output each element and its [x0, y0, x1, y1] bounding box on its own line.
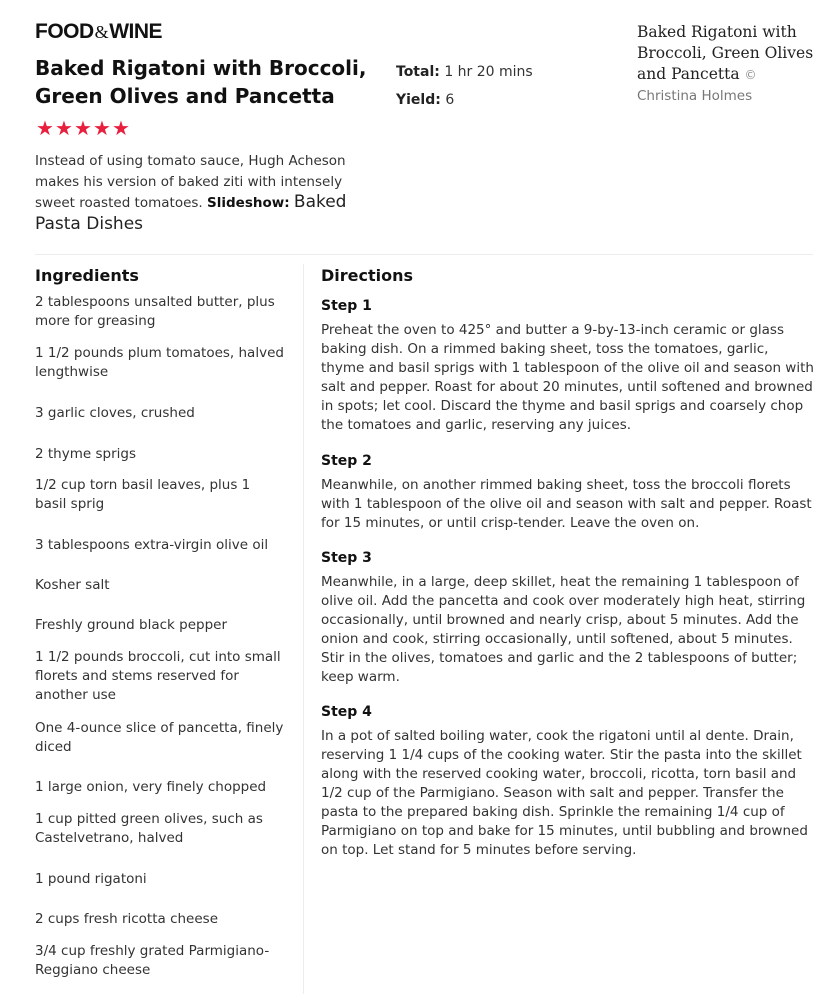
- recipe-meta: [396, 58, 533, 114]
- ingredient-item: Freshly ground black pepper: [35, 617, 228, 633]
- slideshow-label: Slideshow:: [207, 195, 290, 211]
- ingredient-item: Kosher salt: [35, 577, 110, 593]
- direction-step: [321, 548, 816, 687]
- yield-value: 6: [445, 92, 455, 108]
- step-label: Step 2: [321, 453, 372, 469]
- total-label: Total:: [396, 64, 440, 80]
- photo-caption: [637, 22, 827, 107]
- food-and-wine-logo[interactable]: [35, 20, 162, 44]
- ingredient-item: 2 tablespoons unsalted butter, plus more for greasing: [35, 294, 275, 329]
- star-icon: ★: [74, 116, 92, 140]
- step-text: In a pot of salted boiling water, cook the rigatoni until al dente. Drain, reserving 1 1/4 cups of the cooking water. Stir the pasta into the skillet along with the reserved cooking water, broccoli, ricotta, torn basil and 1/2 cup of the Parmigiano. Season with salt and pepper. Transfer the pasta to the prepared baking dish. Sprinkle the remaining 1/4 cup of Parmigiano on top and bake for 15 minutes, until bubbling and browned on top. Let stand for 5 minutes before serving.: [321, 728, 808, 858]
- star-rating: [36, 116, 131, 140]
- ingredient-item: 1 cup pitted green olives, such as Castelvetrano, halved: [35, 811, 263, 846]
- direction-step: [321, 296, 816, 435]
- star-icon: ★: [36, 116, 54, 140]
- step-text: Meanwhile, in a large, deep skillet, heat the remaining 1 tablespoon of olive oil. Add the pancetta and cook over moderately high heat, stirring occasionally, until browned and nearly crisp, about 5 minutes. Add the onion and cook, stirring occasionally, until softened, about 5 minutes. Stir in the olives, tomatoes and garlic and the 2 tablespoons of butter; keep warm.: [321, 574, 806, 685]
- yield: [396, 86, 533, 114]
- star-icon: ★: [93, 116, 111, 140]
- ingredients-heading: Ingredients: [35, 266, 139, 285]
- column-divider: [303, 264, 304, 994]
- star-icon: ★: [55, 116, 73, 140]
- ingredient-item: 2 cups fresh ricotta cheese: [35, 911, 219, 927]
- ingredient-item: 3 garlic cloves, crushed: [35, 405, 195, 421]
- ingredient-item: 1 large onion, very finely chopped: [35, 779, 267, 795]
- step-label: Step 1: [321, 298, 372, 314]
- copyright-icon: ©: [744, 68, 757, 82]
- logo-wine: WINE: [109, 20, 163, 43]
- direction-step: [321, 451, 816, 533]
- photo-credit: Christina Holmes: [637, 88, 753, 104]
- photo-caption-text: Baked Rigatoni with Broccoli, Green Olives and Pancetta: [637, 23, 814, 83]
- step-label: Step 3: [321, 550, 372, 566]
- step-label: Step 4: [321, 704, 372, 720]
- ingredient-item: 2 thyme sprigs: [35, 446, 136, 462]
- step-text: Preheat the oven to 425° and butter a 9-by-13-inch ceramic or glass baking dish. On a rimmed baking sheet, toss the tomatoes, garlic, thyme and basil sprigs with 1 tablespoon of the olive oil and season with salt and pepper. Roast for about 20 minutes, until softened and browned in spots; let cool. Discard the thyme and basil sprigs and coarsely chop the tomatoes and garlic, reserving any juices.: [321, 322, 814, 433]
- total-time: [396, 58, 533, 86]
- star-icon: ★: [112, 116, 130, 140]
- ingredient-item: 3 tablespoons extra-virgin olive oil: [35, 537, 269, 553]
- logo-ampersand: &: [94, 22, 109, 42]
- logo-food: FOOD: [35, 20, 94, 43]
- ingredient-item: 3/4 cup freshly grated Parmigiano-Reggiano cheese: [35, 943, 270, 978]
- ingredient-item: 1/2 cup torn basil leaves, plus 1 basil sprig: [35, 477, 251, 512]
- section-divider: [35, 254, 813, 255]
- recipe-title: Baked Rigatoni with Broccoli, Green Olives and Pancetta: [35, 56, 367, 108]
- step-text: Meanwhile, on another rimmed baking sheet, toss the broccoli florets with 1 tablespoon of the olive oil and season with salt and pepper. Roast for 15 minutes, or until crisp-tender. Leave the oven on.: [321, 477, 812, 531]
- ingredient-item: 1 1/2 pounds broccoli, cut into small florets and stems reserved for another use: [35, 649, 281, 703]
- recipe-description: [35, 151, 385, 235]
- ingredient-item: 1 1/2 pounds plum tomatoes, halved lengthwise: [35, 345, 284, 380]
- slideshow-link[interactable]: Baked Pasta Dishes: [35, 192, 347, 234]
- direction-step: [321, 702, 816, 860]
- ingredient-item: 1 pound rigatoni: [35, 871, 147, 887]
- total-value: 1 hr 20 mins: [444, 64, 533, 80]
- directions-heading: Directions: [321, 266, 414, 285]
- yield-label: Yield:: [396, 92, 441, 108]
- description-text: Instead of using tomato sauce, Hugh Acheson makes his version of baked ziti with intensely sweet roasted tomatoes.: [35, 153, 346, 211]
- ingredient-item: One 4-ounce slice of pancetta, finely diced: [35, 720, 284, 755]
